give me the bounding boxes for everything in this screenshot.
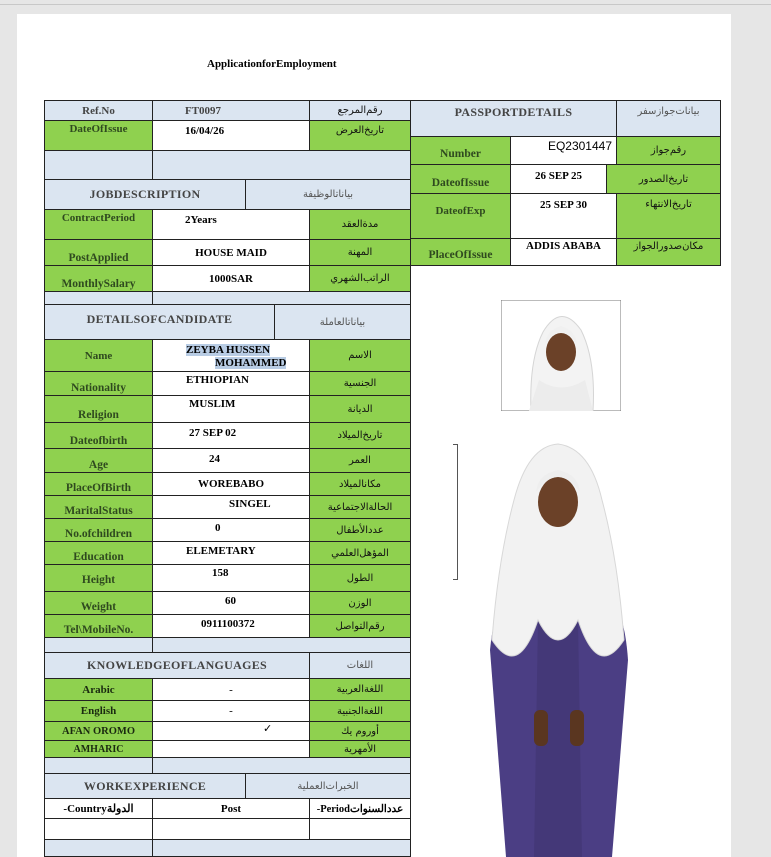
- name-ar: الاسم: [309, 339, 411, 372]
- work-cell: [309, 818, 411, 840]
- education-label: Education: [44, 541, 153, 565]
- education-ar: المؤهل‌العلمي: [309, 541, 411, 565]
- passport-number-ar: رقم‌جواز: [616, 136, 721, 165]
- ref-ar: رقم‌المرجع: [309, 100, 411, 121]
- candidate-header-ar: بياناتالعاملة: [274, 304, 411, 340]
- passport-exp-ar: تاريخ‌الانتهاء: [616, 193, 721, 239]
- weight-value: 60: [152, 591, 310, 615]
- document-title: ApplicationforEmployment: [207, 58, 337, 70]
- frame-mark: [453, 444, 458, 580]
- lang-value: -: [152, 700, 310, 722]
- issue-value: 16/04/26: [152, 120, 310, 151]
- weight-label: Weight: [44, 591, 153, 615]
- passport-photo: [501, 300, 621, 411]
- pob-ar: مكانالميلاد: [309, 472, 411, 496]
- work-cell: [44, 818, 153, 840]
- work-header: WORKEXPERIENCE: [44, 773, 246, 799]
- post-label: PostApplied: [44, 239, 153, 266]
- lang-ar: اللغة‌العربية: [309, 678, 411, 701]
- name-value: [152, 339, 310, 372]
- lang-label: English: [44, 700, 153, 722]
- weight-ar: الوزن: [309, 591, 411, 615]
- work-cell: [152, 818, 310, 840]
- spacer-cell: [44, 150, 153, 180]
- marital-value: SINGEL: [152, 495, 310, 519]
- name-line2: MOHAMMED: [215, 357, 287, 369]
- spacer-cell: [44, 757, 153, 774]
- ref-value: FT0097: [152, 100, 310, 121]
- lang-label: AMHARIC: [44, 740, 153, 758]
- religion-ar: الديانة: [309, 395, 411, 423]
- spacer-cell: [152, 150, 411, 180]
- lang-ar: الأمهرية: [309, 740, 411, 758]
- salary-ar: الراتب‌الشهري: [309, 265, 411, 292]
- salary-label: MonthlySalary: [44, 265, 153, 292]
- children-ar: عددالأطفال: [309, 518, 411, 542]
- post-value: HOUSE MAID: [152, 239, 310, 266]
- ref-label: Ref.No: [44, 100, 153, 121]
- passport-issue-ar: تاريخ‌الصدور: [606, 164, 721, 194]
- post-ar: المهنة: [309, 239, 411, 266]
- lang-value: [152, 740, 310, 758]
- job-header: JOBDESCRIPTION: [44, 179, 246, 210]
- job-header-ar: بياناتالوظيفة: [245, 179, 411, 210]
- contract-value: 2Years: [152, 209, 310, 240]
- age-value: 24: [152, 448, 310, 473]
- lang-label: Arabic: [44, 678, 153, 701]
- age-label: Age: [44, 448, 153, 473]
- passport-number-value: EQ2301447: [510, 136, 617, 165]
- salary-value: 1000SAR: [152, 265, 310, 292]
- marital-ar: الحالة‌الاجتماعية: [309, 495, 411, 519]
- name-label: Name: [44, 339, 153, 372]
- spacer-cell: [44, 291, 153, 305]
- passport-number-label: Number: [410, 136, 511, 165]
- work-header-ar: الخبرات‌العملية: [245, 773, 411, 799]
- passport-exp-label: DateofExp: [410, 193, 511, 239]
- passport-exp-value: 25 SEP 30: [510, 193, 617, 239]
- work-col-period: -Periodعددالسنوات: [309, 798, 411, 819]
- spacer-cell: [152, 839, 411, 857]
- children-value: 0: [152, 518, 310, 542]
- passport-place-value: ADDIS ABABA: [510, 238, 617, 266]
- dob-value: 27 SEP 02: [152, 422, 310, 449]
- issue-ar: تاريخ‌العرض: [309, 120, 411, 151]
- children-label: No.ofchildren: [44, 518, 153, 542]
- spacer-cell: [152, 291, 411, 305]
- work-col-country: -Countryالدولة: [44, 798, 153, 819]
- spacer-cell: [44, 637, 153, 653]
- lang-value: -: [152, 678, 310, 701]
- contract-label: ContractPeriod: [44, 209, 153, 240]
- passport-issue-label: DateofIssue: [410, 164, 511, 194]
- spacer-cell: [152, 757, 411, 774]
- name-line1: ZEYBA HUSSEN: [186, 344, 271, 356]
- passport-issue-value: 26 SEP 25: [510, 164, 607, 194]
- pob-label: PlaceOfBirth: [44, 472, 153, 496]
- lang-ar: أوروم يك: [309, 721, 411, 741]
- passport-header: PASSPORTDETAILS: [410, 100, 617, 137]
- spacer-cell: [44, 839, 153, 857]
- contract-ar: مدة‌العقد: [309, 209, 411, 240]
- passport-place-label: PlaceOfIssue: [410, 238, 511, 266]
- height-value: 158: [152, 564, 310, 592]
- religion-value: MUSLIM: [152, 395, 310, 423]
- candidate-header: DETAILSOFCANDIDATE: [44, 304, 275, 340]
- dob-ar: تاريخ‌الميلاد: [309, 422, 411, 449]
- passport-place-ar: مكان‌صدور‌الجواز: [616, 238, 721, 266]
- tel-ar: رقم‌التواصل: [309, 614, 411, 638]
- lang-value: ✓: [152, 721, 310, 741]
- lang-label: AFAN OROMO: [44, 721, 153, 741]
- spacer-cell: [152, 637, 411, 653]
- tel-value: 0911100372: [152, 614, 310, 638]
- nationality-label: Nationality: [44, 371, 153, 396]
- nationality-ar: الجنسية: [309, 371, 411, 396]
- passport-header-ar: بيانات‌جواز‌سفر: [616, 100, 721, 137]
- marital-label: MaritalStatus: [44, 495, 153, 519]
- languages-header: KNOWLEDGEOFLANGUAGES: [44, 652, 310, 679]
- languages-header-ar: اللغات: [309, 652, 411, 679]
- education-value: ELEMETARY: [152, 541, 310, 565]
- lang-ar: اللغة‌الجنبية: [309, 700, 411, 722]
- full-body-photo: [478, 440, 638, 857]
- dob-label: Dateofbirth: [44, 422, 153, 449]
- pob-value: WOREBABO: [152, 472, 310, 496]
- religion-label: Religion: [44, 395, 153, 423]
- tel-label: Tel\MobileNo.: [44, 614, 153, 638]
- height-label: Height: [44, 564, 153, 592]
- nationality-value: ETHIOPIAN: [152, 371, 310, 396]
- height-ar: الطول: [309, 564, 411, 592]
- age-ar: العمر: [309, 448, 411, 473]
- work-col-post: Post: [152, 798, 310, 819]
- issue-label: DateOfIssue: [44, 120, 153, 151]
